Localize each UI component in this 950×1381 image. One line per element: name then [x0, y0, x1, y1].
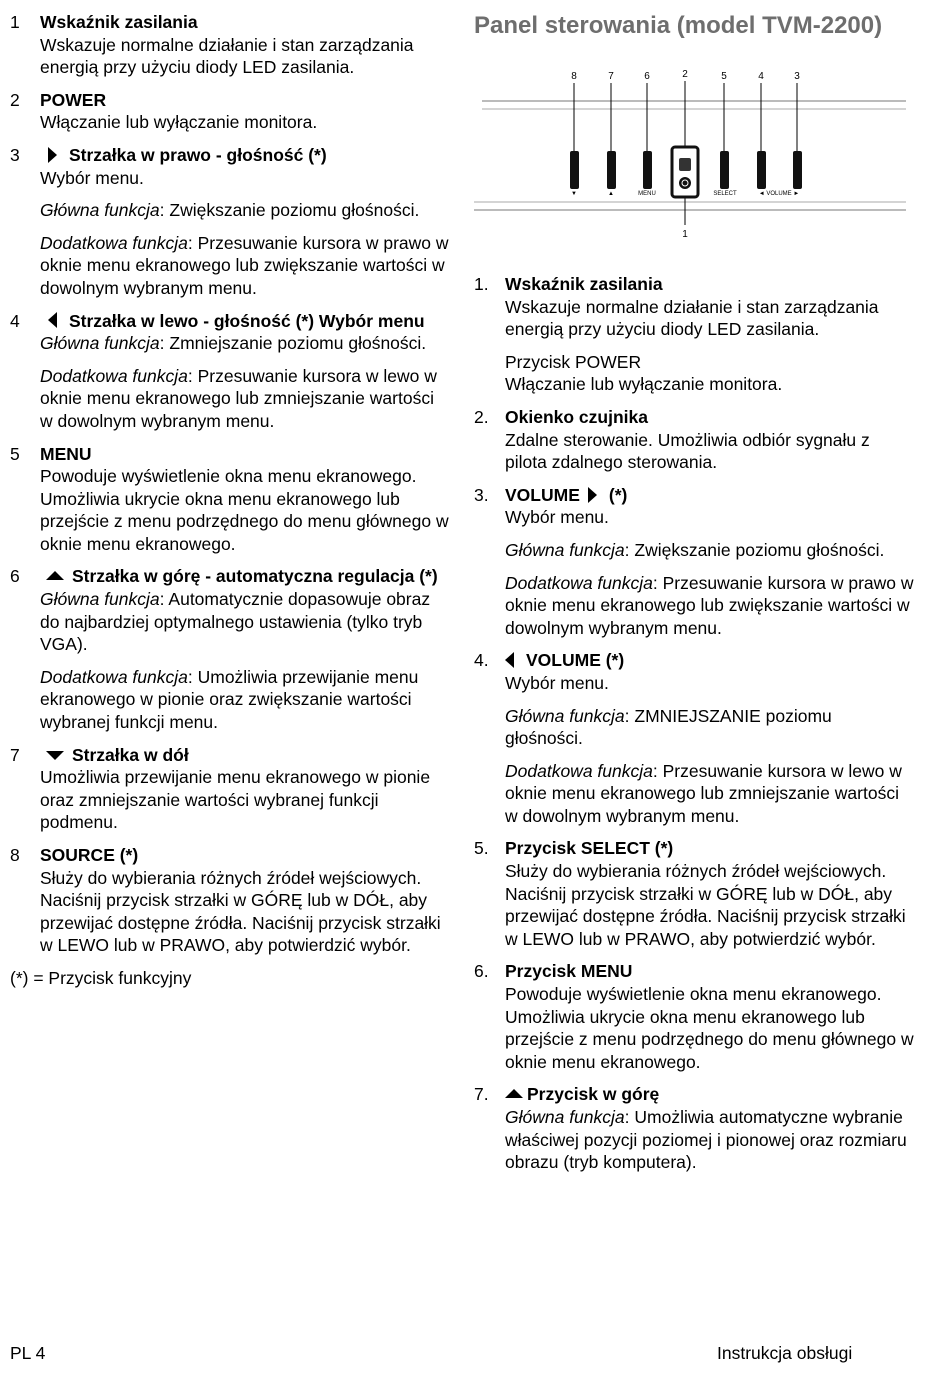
callout-number: 8 [571, 71, 577, 82]
item-number: 2. [474, 406, 489, 427]
item-title: VOLUME [505, 484, 580, 505]
button-label: MENU [638, 191, 656, 197]
item-text: Wybór menu. [505, 507, 609, 528]
item-number: 4 [10, 310, 20, 331]
item-heading [40, 310, 450, 333]
sensor-window [679, 158, 691, 171]
button-up [607, 151, 616, 189]
button-select [720, 151, 729, 189]
item-title: Strzałka w dół [72, 744, 189, 765]
extra-function: Dodatkowa funkcja: Umożliwia przewijanie menu ekranowego w pionie oraz zwiększanie wartości wybranej funkcji menu. [40, 666, 419, 733]
list-item [474, 960, 914, 1073]
item-title: Strzałka w lewo - głośność (*) Wybór menu [69, 310, 425, 331]
item-title: POWER [40, 89, 107, 110]
item-extra: Przycisk POWER Włączanie lub wyłączanie monitora. [505, 351, 783, 395]
item-heading [505, 484, 914, 507]
button-label: ▼ [571, 191, 577, 197]
item-text: Wybór menu. [505, 672, 609, 693]
extra-function: Dodatkowa funkcja: Przesuwanie kursora w lewo w oknie menu ekranowego lub zmniejszanie wartości w dowolnym wybranym menu. [505, 760, 902, 826]
item-title: Przycisk w górę [527, 1084, 660, 1105]
callout-number: 4 [758, 71, 764, 82]
item-text: Włączanie lub wyłączanie monitora. [40, 112, 318, 133]
extra-function: Dodatkowa funkcja: Przesuwanie kursora w prawo w oknie menu ekranowego lub zwiększanie wartości w dowolnym wybranym menu. [40, 232, 449, 298]
main-function: Główna funkcja: Zwiększanie poziomu głośności. [505, 539, 885, 560]
item-number: 7 [10, 744, 20, 765]
callout-number: 1 [682, 229, 688, 239]
item-number: 3. [474, 484, 489, 505]
item-title: Okienko czujnika [505, 406, 648, 427]
item-text: Wskazuje normalne działanie i stan zarządzania energią przy użyciu diody LED zasilania. [505, 296, 879, 340]
list-item [10, 844, 450, 957]
item-number: 2 [10, 89, 20, 110]
item-title: Przycisk SELECT (*) [505, 838, 674, 859]
list-item [474, 837, 914, 950]
item-title: MENU [40, 443, 92, 464]
item-title: Strzałka w górę - automatyczna regulacja (*) [72, 566, 438, 587]
button-volume-down [757, 151, 766, 189]
list-item [10, 565, 450, 733]
item-heading [40, 144, 450, 167]
item-number: 6. [474, 961, 489, 982]
main-function: Główna funkcja: Umożliwia automatyczne wybranie właściwej pozycji poziomej i pionowej oraz rozmiaru obrazu (tryb komputera). [505, 1107, 907, 1173]
main-function: Główna funkcja: Automatycznie dopasowuje obraz do najbardziej optymalnego ustawienia (tylko tryb VGA). [40, 589, 431, 655]
item-number: 7. [474, 1084, 489, 1105]
main-function: Główna funkcja: ZMNIEJSZANIE poziomu głośności. [505, 705, 832, 749]
button-volume-up [793, 151, 802, 189]
arrow-right-icon [588, 487, 597, 503]
list-item [10, 11, 450, 79]
item-text: Wybór menu. [40, 167, 144, 188]
item-heading [505, 1083, 914, 1106]
item-text: Powoduje wyświetlenie okna menu ekranowego. Umożliwia ukrycie okna menu ekranowego lub przejście z menu podrzędnego do menu głównego w oknie menu ekranowego. [505, 984, 914, 1072]
power-button [672, 147, 698, 197]
button-label: ▲ [608, 191, 614, 197]
item-number: 6 [10, 566, 20, 587]
callout-number: 5 [721, 71, 727, 82]
item-text: Służy do wybierania różnych źródeł wejściowych. Naciśnij przycisk strzałki w GÓRĘ lub w DÓŁ, aby przewijać dostępne źródła. Naciśnij przycisk strzałki w LEWO lub w PRAWO, aby potwierdzić wybór. [40, 867, 441, 956]
control-panel-diagram [474, 57, 910, 239]
callout-number: 2 [682, 69, 688, 80]
item-number: 5 [10, 443, 20, 464]
item-text: Umożliwia przewijanie menu ekranowego w pionie oraz zmniejszanie wartości wybranej funkcji podmenu. [40, 767, 431, 833]
arrow-up-icon [46, 571, 64, 580]
footnote: (*) = Przycisk funkcyjny [10, 967, 192, 988]
item-number: 1 [10, 12, 20, 32]
button-menu [643, 151, 652, 189]
list-item [10, 144, 450, 300]
item-text: Zdalne sterowanie. Umożliwia odbiór sygnału z pilota zdalnego sterowania. [505, 429, 870, 473]
item-text: Służy do wybierania różnych źródeł wejściowych. Naciśnij przycisk strzałki w GÓRĘ lub w DÓŁ, aby przewijać dostępne źródła. Naciśnij przycisk strzałki w LEWO lub w PRAWO, aby potwierdzić wybór. [505, 861, 906, 949]
list-item [10, 443, 450, 556]
item-text: Wskazuje normalne działanie i stan zarządzania energią przy użyciu diody LED zasilania. [40, 34, 414, 78]
item-heading [505, 649, 914, 672]
list-item [10, 310, 450, 433]
extra-function: Dodatkowa funkcja: Przesuwanie kursora w prawo w oknie menu ekranowego lub zwiększanie wartości w dowolnym wybranym menu. [505, 572, 914, 638]
item-title: Przycisk MENU [505, 961, 633, 982]
main-function: Główna funkcja: Zmniejszanie poziomu głośności. [40, 333, 427, 354]
item-heading [40, 565, 450, 588]
item-number: 5. [474, 838, 489, 859]
left-column [10, 11, 450, 990]
callout-number: 6 [644, 71, 650, 82]
arrow-down-icon [46, 751, 64, 760]
arrow-left-icon [505, 652, 514, 668]
arrow-left-icon [48, 312, 57, 328]
list-item [10, 89, 450, 134]
right-column [474, 11, 914, 1184]
list-item [474, 484, 914, 640]
item-title: Wskaźnik zasilania [40, 12, 198, 32]
callout-number: 7 [608, 71, 614, 82]
list-item [474, 1083, 914, 1173]
arrow-right-icon [48, 147, 57, 163]
item-title: Wskaźnik zasilania [505, 274, 663, 294]
item-heading [40, 744, 450, 767]
button-down [570, 151, 579, 189]
list-item [474, 273, 914, 396]
item-number: 1. [474, 274, 489, 294]
page-title: Panel sterowania (model TVM-2200) [474, 12, 883, 39]
item-number: 3 [10, 144, 20, 165]
list-item [474, 649, 914, 827]
power-icon [679, 177, 691, 189]
right-list [474, 273, 914, 1174]
extra-function: Dodatkowa funkcja: Przesuwanie kursora w lewo w oknie menu ekranowego lub zmniejszanie wartości w dowolnym wybranym menu. [40, 365, 437, 431]
main-function: Główna funkcja: Zwiększanie poziomu głośności. [40, 200, 420, 221]
item-title-suffix: (*) [608, 484, 628, 505]
button-label: SELECT [713, 191, 737, 197]
page-number: PL 4 [10, 1343, 46, 1363]
arrow-up-icon [505, 1089, 523, 1098]
item-title: VOLUME (*) [526, 650, 625, 671]
callout-number: 3 [794, 71, 800, 82]
item-number: 4. [474, 650, 489, 671]
item-number: 8 [10, 845, 20, 865]
button-label: ◄ VOLUME ► [758, 191, 800, 197]
footer-title: Instrukcja obsługi [717, 1343, 853, 1363]
item-title: SOURCE (*) [40, 845, 139, 865]
list-item [10, 744, 450, 834]
list-item [474, 406, 914, 474]
item-text: Powoduje wyświetlenie okna menu ekranowego. Umożliwia ukrycie okna menu ekranowego lub przejście z menu podrzędnego do menu głównego w oknie menu ekranowego. [40, 466, 449, 554]
item-title: Strzałka w prawo - głośność (*) [69, 144, 327, 165]
